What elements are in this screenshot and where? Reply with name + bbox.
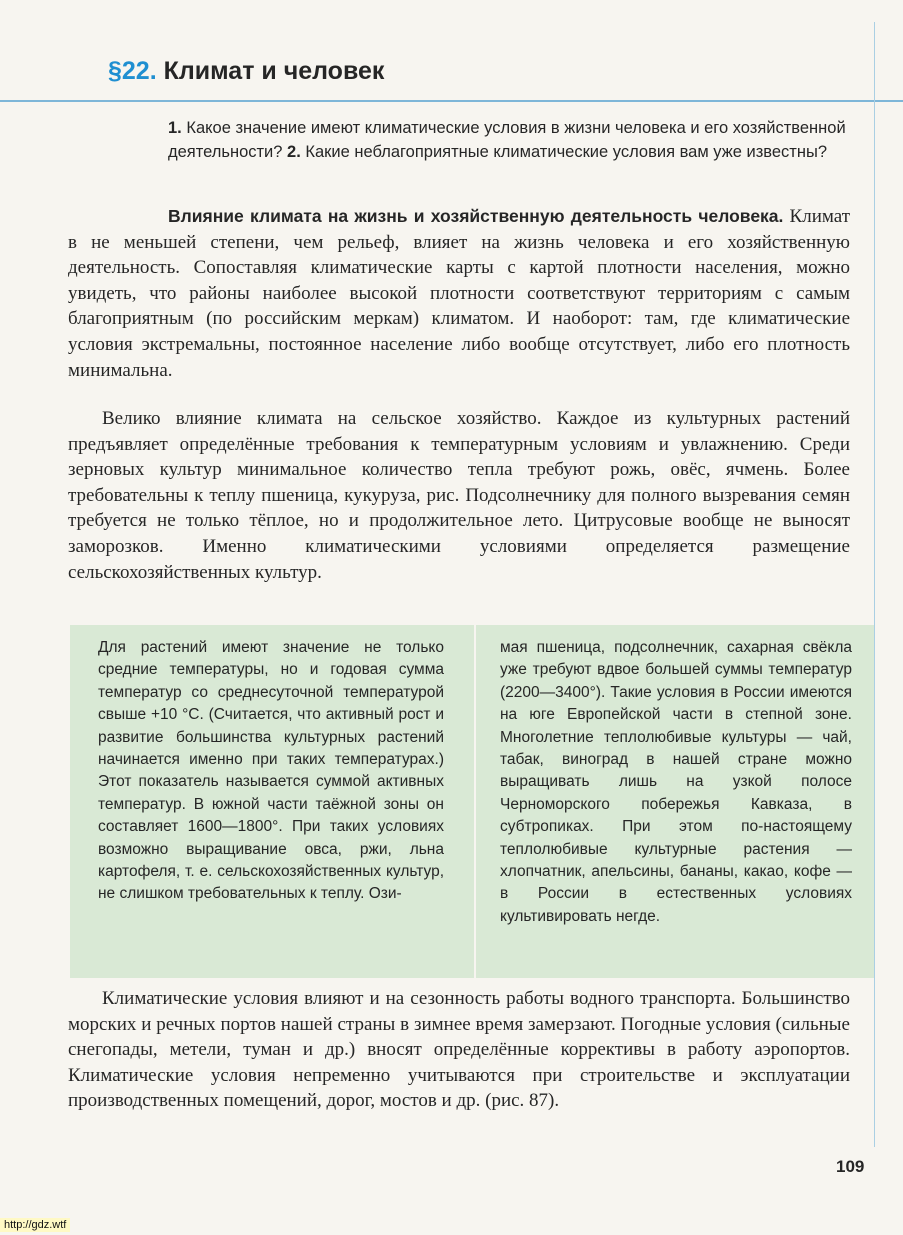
question-2-text: Какие неблагоприятные климатические условия вам уже известны? [300, 142, 827, 161]
section-title: Климат и человек [163, 57, 385, 85]
review-questions [168, 117, 848, 164]
column-divider [474, 625, 476, 978]
question-1-number: 1. [168, 119, 182, 137]
info-box-column-1: Для растений имеют значение не только средние температуры, но и годовая сумма температур со среднесуточной температурой свыше +10 °С. (Считается, что активный рост и развитие большинства культурных растений начинается именно при таких температурах.) Этот показатель называется суммой активных температур. В южной части таёжной зоны он составляет 1600—1800°. При таких условиях возможно выращивание овса, ржи, льна картофеля, т. е. сельскохозяйственных культур, не слишком требовательных к теплу. Ози- [98, 639, 444, 903]
page-title [108, 57, 384, 86]
section-number: §22. [108, 57, 157, 85]
question-1-text: Какое значение имеют климатические условия в жизни человека и его хозяйственной деятельности? [168, 119, 846, 161]
info-box [70, 625, 874, 978]
header-rule [0, 100, 903, 102]
page-number: 109 [836, 1157, 865, 1176]
question-2-number: 2. [287, 142, 301, 161]
paragraph-transport: Климатические условия влияют и на сезонность работы водного транспорта. Большинство морских и речных портов нашей страны в зимнее время замерзают. Погодные условия (сильные снегопады, метели, туман и др.) вносят определённые коррективы в работу аэропортов. Климатические условия непременно учитываются при строительстве и эксплуатации производственных помещений, дорог, мостов и др. (рис. 87). [68, 988, 850, 1112]
margin-rule [874, 22, 875, 1147]
paragraph-agriculture: Велико влияние климата на сельское хозяйство. Каждое из культурных растений предъявляет определённые требования к температурным условиям и увлажнению. Среди зерновых культур минимальное количество тепла требуют рожь, овёс, ячмень. Более требовательны к теплу пшеница, кукуруза, рис. Подсолнечнику для полного вызревания семян требуется не только тёплое, но и продолжительное лето. Цитрусовые вообще не выносят заморозков. Именно климатическими условиями определяется размещение сельскохозяйственных культур. [68, 408, 850, 583]
paragraph-climate-influence [68, 204, 850, 383]
watermark-link[interactable]: http://gdz.wtf [0, 1218, 70, 1232]
paragraph-heading: Влияние климата на жизнь и хозяйственную деятельность человека. [168, 206, 784, 226]
paragraph-1-text: Климат в не меньшей степени, чем рельеф, влияет на жизнь человека и его хозяйственную деятельность. Сопоставляя климатические карты с картой плотности населения, можно увидеть, что районы наиболее высокой плотности соответствуют территориям с самым благоприятным (по российским меркам) климатом. И наоборот: там, где климатические условия экстремальны, постоянное население либо вообще отсутствует, либо его плотность минимальна. [68, 206, 850, 381]
info-box-column-2: мая пшеница, подсолнечник, сахарная свёкла уже требуют вдвое большей суммы температур (2200—3400°). Такие условия в России имеются на юге Европейской части в степной зоне. Многолетние теплолюбивые культуры — чай, табак, виноград в нашей стране можно выращивать лишь на узкой полосе Черноморского побережья Кавказа, в субтропиках. При этом по-настоящему теплолюбивые культурные растения — хлопчатник, апельсины, бананы, какао, кофе — в России в естественных условиях культивировать негде. [500, 639, 852, 925]
